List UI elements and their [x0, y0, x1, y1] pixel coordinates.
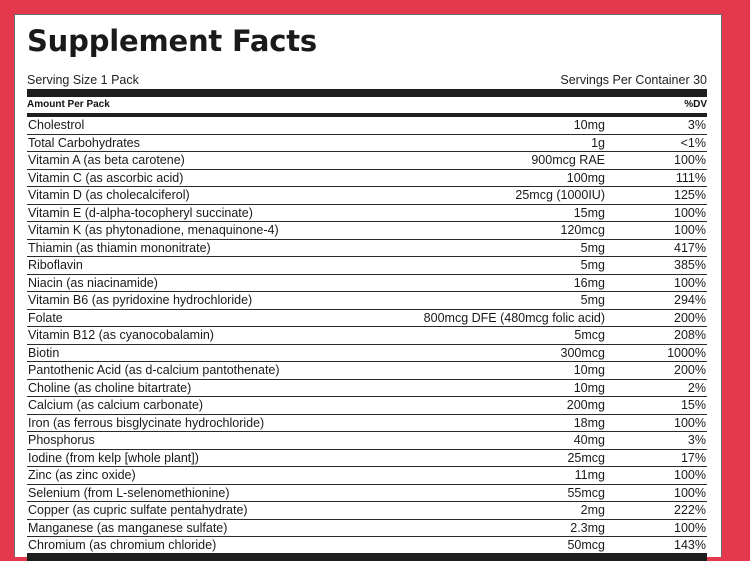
nutrient-dv: 1000% [667, 345, 706, 360]
nutrient-dv: 143% [674, 538, 706, 552]
table-row [27, 275, 707, 293]
nutrient-dv: 100% [674, 468, 706, 482]
nutrient-dv: 208% [674, 328, 706, 342]
table-row [27, 257, 707, 275]
thick-divider [27, 89, 707, 97]
nutrient-amount: 5mg [580, 293, 605, 307]
nutrient-amount: 1g [591, 135, 605, 150]
nutrient-dv: 100% [674, 275, 706, 290]
nutrient-name: Zinc (as zinc oxide) [28, 468, 136, 482]
nutrient-name: Vitamin E (d-alpha-tocopheryl succinate) [28, 205, 253, 220]
table-row [27, 362, 707, 380]
nutrient-dv: 125% [674, 188, 706, 202]
nutrient-name: Manganese (as manganese sulfate) [28, 520, 228, 535]
nutrient-dv: 100% [674, 485, 706, 500]
nutrient-name: Chromium (as chromium chloride) [28, 538, 217, 552]
nutrient-amount: 15mg [573, 205, 605, 220]
nutrient-name: Vitamin B6 (as pyridoxine hydrochloride) [28, 293, 253, 307]
nutrient-name: Selenium (from L-selenomethionine) [28, 485, 230, 500]
nutrient-dv: 200% [674, 310, 706, 325]
table-row [27, 345, 707, 363]
nutrient-dv: 100% [674, 205, 706, 220]
nutrient-amount: 5mg [580, 240, 605, 255]
nutrient-amount: 120mcg [560, 223, 605, 237]
nutrient-name: Vitamin B12 (as cyanocobalamin) [28, 328, 214, 342]
nutrient-amount: 300mcg [560, 345, 605, 360]
nutrient-name: Copper (as cupric sulfate pentahydrate) [28, 503, 248, 517]
nutrient-amount: 50mcg [567, 538, 605, 552]
nutrient-amount: 25mcg (1000IU) [515, 188, 605, 202]
servings-per-container: Servings Per Container 30 [560, 73, 707, 87]
nutrient-name: Biotin [28, 345, 60, 360]
nutrient-name: Thiamin (as thiamin mononitrate) [28, 240, 211, 255]
nutrient-name: Pantothenic Acid (as d-calcium pantothenate) [28, 363, 280, 377]
table-row [27, 537, 707, 555]
nutrient-name: Iron (as ferrous bisglycinate hydrochloride) [28, 415, 265, 430]
nutrient-name: Iodine (from kelp [whole plant]) [28, 450, 199, 465]
table-row [27, 520, 707, 538]
nutrient-amount: 25mcg [567, 450, 605, 465]
table-row [27, 187, 707, 205]
table-row [27, 152, 707, 170]
nutrient-amount: 40mg [573, 433, 605, 447]
nutrient-name: Total Carbohydrates [28, 135, 140, 150]
nutrient-dv: 3% [687, 433, 706, 447]
table-row [27, 432, 707, 450]
nutrient-name: Riboflavin [28, 258, 83, 272]
table-header [27, 97, 707, 113]
bottom-divider [27, 553, 707, 561]
nutrient-dv: 100% [674, 520, 706, 535]
nutrient-dv: 294% [674, 293, 706, 307]
nutrient-table [27, 117, 707, 555]
nutrient-amount: 800mcg DFE (480mcg folic acid) [423, 310, 605, 325]
nutrient-amount: 11mg [574, 468, 605, 482]
nutrient-dv: 100% [674, 153, 706, 167]
table-row [27, 467, 707, 485]
nutrient-dv: <1% [680, 135, 706, 150]
nutrient-dv: 3% [687, 118, 706, 132]
table-row [27, 170, 707, 188]
nutrient-dv: 200% [674, 363, 706, 377]
table-row [27, 292, 707, 310]
nutrient-amount: 2mg [580, 503, 605, 517]
nutrient-dv: 100% [674, 223, 706, 237]
table-row [27, 310, 707, 328]
nutrient-dv: 385% [674, 258, 706, 272]
nutrient-amount: 5mcg [574, 328, 605, 342]
nutrient-dv: 222% [674, 503, 706, 517]
page-title: Supplement Facts [27, 24, 317, 58]
table-row [27, 205, 707, 223]
nutrient-name: Vitamin K (as phytonadione, menaquinone-4) [28, 223, 279, 237]
nutrient-dv: 100% [674, 415, 706, 430]
nutrient-name: Vitamin C (as ascorbic acid) [28, 170, 184, 185]
nutrient-name: Phosphorus [28, 433, 95, 447]
table-row [27, 135, 707, 153]
table-row [27, 327, 707, 345]
nutrient-dv: 15% [680, 398, 706, 412]
nutrient-amount: 2.3mg [570, 520, 605, 535]
supplement-facts-panel [14, 14, 722, 557]
table-row [27, 415, 707, 433]
table-row [27, 222, 707, 240]
table-row [27, 502, 707, 520]
nutrient-amount: 55mcg [567, 485, 605, 500]
serving-info [27, 72, 707, 88]
nutrient-amount: 900mcg RAE [531, 153, 605, 167]
nutrient-amount: 10mg [573, 118, 605, 132]
nutrient-amount: 5mg [580, 258, 605, 272]
dv-header: %DV [684, 99, 707, 110]
nutrient-amount: 18mg [573, 415, 605, 430]
nutrient-dv: 111% [675, 170, 706, 185]
nutrient-name: Folate [28, 310, 63, 325]
nutrient-dv: 17% [680, 450, 706, 465]
table-row [27, 380, 707, 398]
nutrient-amount: 16mg [573, 275, 605, 290]
serving-size: Serving Size 1 Pack [27, 73, 139, 87]
nutrient-name: Calcium (as calcium carbonate) [28, 398, 204, 412]
nutrient-dv: 2% [687, 380, 706, 395]
amount-header: Amount Per Pack [27, 99, 110, 110]
table-row [27, 240, 707, 258]
nutrient-name: Cholestrol [28, 118, 85, 132]
table-row [27, 485, 707, 503]
nutrient-name: Vitamin A (as beta carotene) [28, 153, 185, 167]
table-row [27, 397, 707, 415]
nutrient-amount: 10mg [573, 363, 605, 377]
table-row [27, 450, 707, 468]
table-row [27, 117, 707, 135]
nutrient-amount: 200mg [566, 398, 605, 412]
nutrient-name: Choline (as choline bitartrate) [28, 380, 192, 395]
nutrient-name: Niacin (as niacinamide) [28, 275, 158, 290]
nutrient-dv: 417% [674, 240, 706, 255]
nutrient-amount: 10mg [573, 380, 605, 395]
nutrient-amount: 100mg [566, 170, 605, 185]
nutrient-name: Vitamin D (as cholecalciferol) [28, 188, 190, 202]
